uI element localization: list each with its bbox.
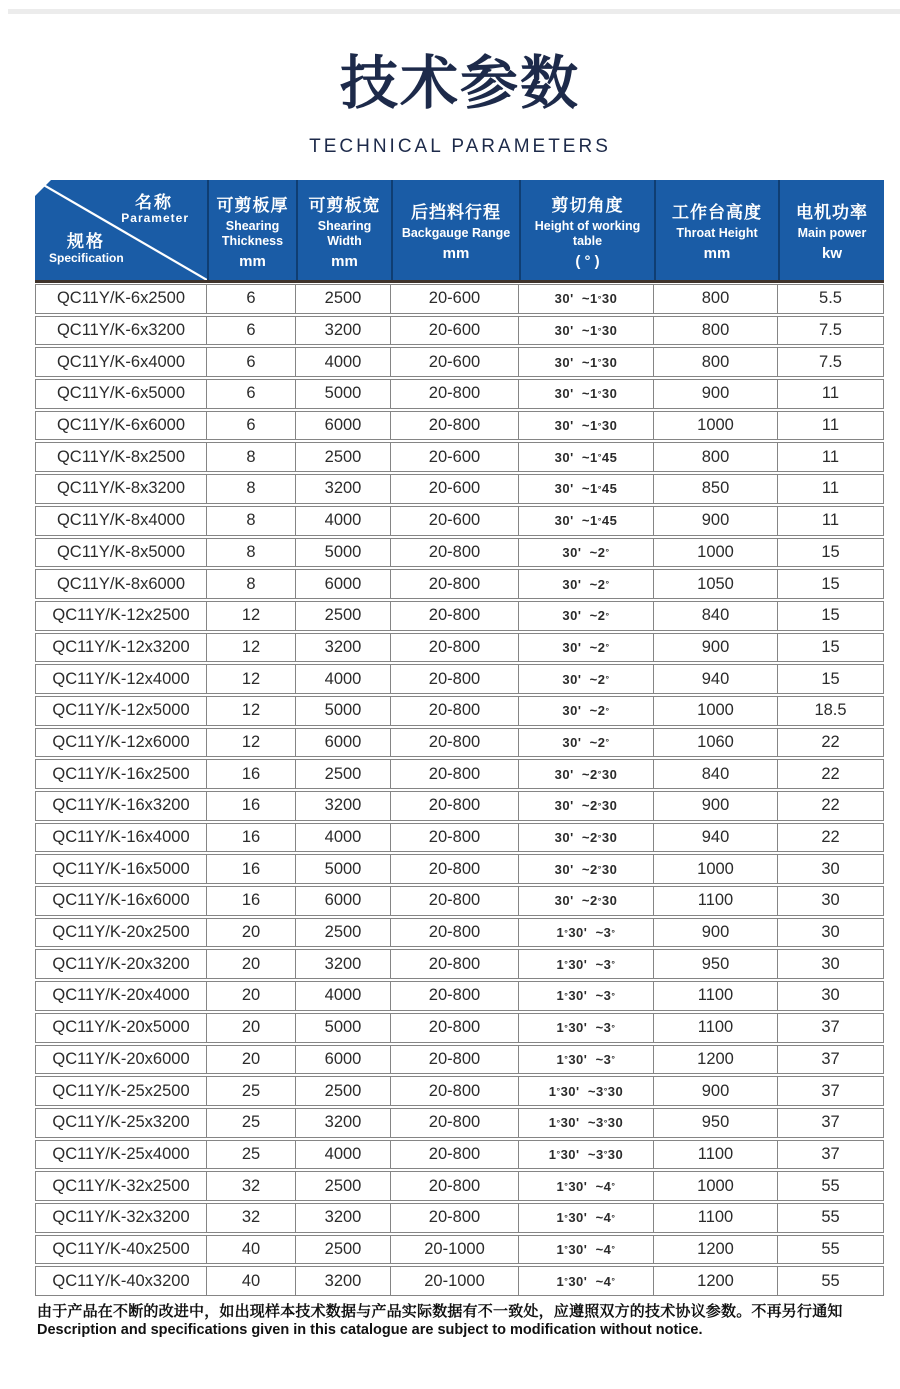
backgauge-cell: 20-800 [391,950,519,978]
spec-cell: QC11Y/K-20x3200 [35,950,207,978]
spec-cell: QC11Y/K-16x2500 [35,760,207,788]
power-cell: 15 [778,634,884,662]
spec-cell: QC11Y/K-32x2500 [35,1172,207,1200]
column-label-en: Shearing Thickness [221,218,284,248]
column-label-en: Height of working table [534,218,641,248]
angle-cell: 1 ° 30' ~3 ° [519,1014,654,1042]
table-row [35,442,884,472]
backgauge-cell: 20-800 [391,760,519,788]
thickness-cell: 16 [207,855,296,883]
throat-height-cell: 900 [654,634,778,662]
column-label-en: Throat Height [676,226,758,240]
width-cell: 6000 [296,1046,391,1074]
power-cell: 11 [778,507,884,535]
spec-cell: QC11Y/K-8x3200 [35,475,207,503]
width-cell: 2500 [296,443,391,471]
spec-cell: QC11Y/K-8x2500 [35,443,207,471]
table-row [35,506,884,536]
table-row [35,316,884,346]
column-header-shearing-width [296,180,391,280]
angle-cell: 30' ~2 ° 30 [519,855,654,883]
thickness-cell: 12 [207,602,296,630]
width-cell: 5000 [296,1014,391,1042]
throat-height-cell: 1100 [654,982,778,1010]
width-cell: 5000 [296,697,391,725]
spec-cell: QC11Y/K-25x3200 [35,1109,207,1137]
table-row [35,1076,884,1106]
thickness-cell: 16 [207,792,296,820]
spec-cell: QC11Y/K-12x3200 [35,634,207,662]
backgauge-cell: 20-1000 [391,1267,519,1295]
throat-height-cell: 900 [654,380,778,408]
table-row [35,918,884,948]
disclaimer-zh: 由于产品在不断的改进中，如出现样本技术数据与产品实际数据有不一致处，应遵照双方的技术协议参数。不再另行通知 [37,1303,843,1320]
power-cell: 37 [778,1046,884,1074]
backgauge-cell: 20-800 [391,824,519,852]
thickness-cell: 8 [207,443,296,471]
power-cell: 11 [778,475,884,503]
spec-cell: QC11Y/K-6x3200 [35,317,207,345]
spec-cell: QC11Y/K-6x4000 [35,348,207,376]
throat-height-cell: 900 [654,792,778,820]
spec-cell: QC11Y/K-16x3200 [35,792,207,820]
angle-cell: 30' ~1 ° 30 [519,285,654,313]
disclaimer-footer [37,1300,887,1338]
angle-cell: 30' ~2 ° [519,665,654,693]
angle-cell: 1 ° 30' ~4 ° [519,1172,654,1200]
throat-height-cell: 800 [654,348,778,376]
angle-cell: 30' ~1 ° 45 [519,443,654,471]
corner-header-cell [35,180,207,280]
table-row [35,886,884,916]
backgauge-cell: 20-800 [391,1077,519,1105]
throat-height-cell: 900 [654,1077,778,1105]
throat-height-cell: 1060 [654,729,778,757]
power-cell: 55 [778,1267,884,1295]
column-unit: mm [442,245,470,262]
width-cell: 4000 [296,1141,391,1169]
column-unit: mm [703,245,731,262]
table-body [35,284,884,1296]
power-cell: 37 [778,1014,884,1042]
throat-height-cell: 1200 [654,1267,778,1295]
power-cell: 7.5 [778,348,884,376]
power-cell: 37 [778,1077,884,1105]
corner-specification-label-en: Specification [49,251,124,265]
spec-cell: QC11Y/K-16x6000 [35,887,207,915]
thickness-cell: 6 [207,380,296,408]
throat-height-cell: 940 [654,824,778,852]
backgauge-cell: 20-600 [391,475,519,503]
backgauge-cell: 20-800 [391,1046,519,1074]
column-label-en: Backgauge Range [401,226,511,240]
table-row [35,664,884,694]
backgauge-cell: 20-800 [391,412,519,440]
power-cell: 18.5 [778,697,884,725]
table-row [35,759,884,789]
angle-cell: 30' ~1 ° 30 [519,348,654,376]
corner-specification-label-zh: 规格 [67,232,105,251]
corner-parameter-label-en: Parameter [121,211,189,225]
power-cell: 37 [778,1141,884,1169]
angle-cell: 30' ~2 ° [519,697,654,725]
angle-cell: 30' ~2 ° [519,539,654,567]
throat-height-cell: 950 [654,1109,778,1137]
spec-cell: QC11Y/K-8x6000 [35,570,207,598]
thickness-cell: 40 [207,1267,296,1295]
table-row [35,284,884,314]
angle-cell: 1 ° 30' ~3 ° [519,1046,654,1074]
thickness-cell: 16 [207,887,296,915]
diagonal-divider-icon [35,180,207,280]
table-row [35,1203,884,1233]
width-cell: 4000 [296,348,391,376]
column-header-height-of-working-table [519,180,654,280]
angle-cell: 30' ~1 ° 30 [519,317,654,345]
thickness-cell: 8 [207,475,296,503]
width-cell: 5000 [296,855,391,883]
thickness-cell: 6 [207,412,296,440]
throat-height-cell: 1000 [654,855,778,883]
throat-height-cell: 1100 [654,1014,778,1042]
angle-cell: 1 ° 30' ~3 ° [519,982,654,1010]
thickness-cell: 20 [207,982,296,1010]
disclaimer-en: Description and specifications given in this catalogue are subject to modification without notice. [37,1322,703,1338]
thickness-cell: 20 [207,919,296,947]
thickness-cell: 32 [207,1204,296,1232]
angle-cell: 30' ~2 ° 30 [519,760,654,788]
backgauge-cell: 20-600 [391,443,519,471]
width-cell: 3200 [296,317,391,345]
table-row [35,1013,884,1043]
backgauge-cell: 20-800 [391,1204,519,1232]
angle-cell: 1 ° 30' ~3 ° [519,919,654,947]
backgauge-cell: 20-800 [391,634,519,662]
column-header-backgauge-range [391,180,519,280]
throat-height-cell: 840 [654,602,778,630]
table-row [35,347,884,377]
column-label-zh: 剪切角度 [551,195,624,215]
table-row [35,379,884,409]
width-cell: 4000 [296,982,391,1010]
throat-height-cell: 1000 [654,412,778,440]
width-cell: 3200 [296,1109,391,1137]
power-cell: 15 [778,602,884,630]
angle-cell: 30' ~2 ° 30 [519,824,654,852]
column-label-zh: 后挡料行程 [411,203,501,222]
column-header-shearing-thickness [207,180,296,280]
angle-cell: 30' ~1 ° 45 [519,507,654,535]
spec-cell: QC11Y/K-16x5000 [35,855,207,883]
backgauge-cell: 20-600 [391,285,519,313]
angle-cell: 30' ~1 ° 30 [519,412,654,440]
column-label-zh: 可剪板宽 [308,195,381,215]
table-row [35,696,884,726]
spec-cell: QC11Y/K-12x4000 [35,665,207,693]
throat-height-cell: 1000 [654,697,778,725]
power-cell: 22 [778,760,884,788]
column-label-zh: 可剪板厚 [216,195,289,215]
corner-parameter-label-zh: 名称 [135,193,173,212]
table-row [35,1171,884,1201]
table-row [35,1045,884,1075]
thickness-cell: 8 [207,507,296,535]
throat-height-cell: 800 [654,285,778,313]
power-cell: 55 [778,1172,884,1200]
width-cell: 3200 [296,1204,391,1232]
thickness-cell: 8 [207,539,296,567]
spec-cell: QC11Y/K-40x2500 [35,1236,207,1264]
power-cell: 7.5 [778,317,884,345]
backgauge-cell: 20-800 [391,887,519,915]
power-cell: 5.5 [778,285,884,313]
power-cell: 22 [778,824,884,852]
width-cell: 2500 [296,1077,391,1105]
throat-height-cell: 1000 [654,539,778,567]
thickness-cell: 25 [207,1141,296,1169]
width-cell: 5000 [296,380,391,408]
power-cell: 11 [778,443,884,471]
width-cell: 6000 [296,729,391,757]
angle-cell: 30' ~1 ° 45 [519,475,654,503]
table-row [35,791,884,821]
backgauge-cell: 20-800 [391,1172,519,1200]
spec-cell: QC11Y/K-6x6000 [35,412,207,440]
throat-height-cell: 1050 [654,570,778,598]
table-row [35,633,884,663]
angle-cell: 1 ° 30' ~3 ° [519,950,654,978]
thickness-cell: 20 [207,1046,296,1074]
angle-cell: 30' ~2 ° 30 [519,792,654,820]
power-cell: 30 [778,950,884,978]
width-cell: 3200 [296,634,391,662]
page-subtitle: TECHNICAL PARAMETERS [309,136,611,157]
power-cell: 55 [778,1204,884,1232]
table-row [35,854,884,884]
table-row [35,601,884,631]
column-label-zh: 工作台高度 [672,203,762,222]
width-cell: 3200 [296,792,391,820]
power-cell: 37 [778,1109,884,1137]
backgauge-cell: 20-800 [391,665,519,693]
throat-height-cell: 840 [654,760,778,788]
backgauge-cell: 20-800 [391,1141,519,1169]
power-cell: 11 [778,412,884,440]
power-cell: 15 [778,665,884,693]
angle-cell: 1 ° 30' ~4 ° [519,1204,654,1232]
table-row [35,1266,884,1296]
column-label-zh: 电机功率 [796,203,868,222]
spec-cell: QC11Y/K-8x5000 [35,539,207,567]
thickness-cell: 12 [207,729,296,757]
width-cell: 3200 [296,475,391,503]
thickness-cell: 6 [207,317,296,345]
column-unit: ( ° ) [575,252,600,270]
column-header-throat-height [654,180,778,280]
backgauge-cell: 20-800 [391,1109,519,1137]
spec-cell: QC11Y/K-20x6000 [35,1046,207,1074]
thickness-cell: 25 [207,1109,296,1137]
table-row [35,1235,884,1265]
power-cell: 22 [778,792,884,820]
thickness-cell: 8 [207,570,296,598]
parameters-table [35,180,884,1296]
throat-height-cell: 950 [654,950,778,978]
power-cell: 11 [778,380,884,408]
table-row [35,728,884,758]
angle-cell: 30' ~1 ° 30 [519,380,654,408]
backgauge-cell: 20-800 [391,982,519,1010]
backgauge-cell: 20-800 [391,380,519,408]
power-cell: 30 [778,887,884,915]
spec-cell: QC11Y/K-25x2500 [35,1077,207,1105]
backgauge-cell: 20-600 [391,317,519,345]
backgauge-cell: 20-800 [391,792,519,820]
throat-height-cell: 1000 [654,1172,778,1200]
backgauge-cell: 20-800 [391,602,519,630]
width-cell: 3200 [296,950,391,978]
spec-cell: QC11Y/K-8x4000 [35,507,207,535]
power-cell: 22 [778,729,884,757]
page-title: 技术参数 [339,51,580,116]
power-cell: 55 [778,1236,884,1264]
throat-height-cell: 1100 [654,887,778,915]
width-cell: 5000 [296,539,391,567]
spec-cell: QC11Y/K-25x4000 [35,1141,207,1169]
backgauge-cell: 20-600 [391,507,519,535]
angle-cell: 1 ° 30' ~3 ° 30 [519,1077,654,1105]
width-cell: 2500 [296,1172,391,1200]
table-row [35,823,884,853]
throat-height-cell: 900 [654,507,778,535]
spec-cell: QC11Y/K-40x3200 [35,1267,207,1295]
angle-cell: 1 ° 30' ~4 ° [519,1236,654,1264]
power-cell: 30 [778,919,884,947]
angle-cell: 30' ~2 ° [519,602,654,630]
column-label-en: Shearing Width [317,218,372,248]
backgauge-cell: 20-800 [391,855,519,883]
width-cell: 2500 [296,602,391,630]
table-row [35,411,884,441]
thickness-cell: 12 [207,634,296,662]
backgauge-cell: 20-800 [391,570,519,598]
column-unit: kw [821,245,842,262]
top-divider [8,9,900,14]
angle-cell: 30' ~2 ° [519,729,654,757]
spec-cell: QC11Y/K-16x4000 [35,824,207,852]
column-unit: mm [331,252,358,270]
throat-height-cell: 900 [654,919,778,947]
table-row [35,1140,884,1170]
backgauge-cell: 20-1000 [391,1236,519,1264]
column-label-en: Main power [797,226,867,240]
throat-height-cell: 1200 [654,1236,778,1264]
table-row [35,538,884,568]
width-cell: 2500 [296,919,391,947]
power-cell: 30 [778,855,884,883]
angle-cell: 1 ° 30' ~4 ° [519,1267,654,1295]
thickness-cell: 25 [207,1077,296,1105]
table-row [35,1108,884,1138]
table-row [35,949,884,979]
backgauge-cell: 20-800 [391,729,519,757]
width-cell: 2500 [296,285,391,313]
angle-cell: 30' ~2 ° [519,634,654,662]
throat-height-cell: 1100 [654,1204,778,1232]
spec-cell: QC11Y/K-20x4000 [35,982,207,1010]
width-cell: 3200 [296,1267,391,1295]
spec-cell: QC11Y/K-12x5000 [35,697,207,725]
thickness-cell: 6 [207,348,296,376]
thickness-cell: 12 [207,665,296,693]
throat-height-cell: 940 [654,665,778,693]
width-cell: 4000 [296,665,391,693]
width-cell: 4000 [296,507,391,535]
width-cell: 2500 [296,760,391,788]
thickness-cell: 6 [207,285,296,313]
thickness-cell: 40 [207,1236,296,1264]
title-block [0,36,900,158]
spec-cell: QC11Y/K-6x5000 [35,380,207,408]
thickness-cell: 20 [207,950,296,978]
thickness-cell: 12 [207,697,296,725]
width-cell: 6000 [296,887,391,915]
thickness-cell: 20 [207,1014,296,1042]
width-cell: 4000 [296,824,391,852]
angle-cell: 1 ° 30' ~3 ° 30 [519,1141,654,1169]
spec-cell: QC11Y/K-6x2500 [35,285,207,313]
column-unit: mm [239,252,266,270]
spec-cell: QC11Y/K-20x2500 [35,919,207,947]
table-row [35,569,884,599]
backgauge-cell: 20-800 [391,697,519,725]
angle-cell: 1 ° 30' ~3 ° 30 [519,1109,654,1137]
backgauge-cell: 20-600 [391,348,519,376]
angle-cell: 30' ~2 ° 30 [519,887,654,915]
spec-cell: QC11Y/K-12x6000 [35,729,207,757]
throat-height-cell: 1200 [654,1046,778,1074]
throat-height-cell: 800 [654,443,778,471]
backgauge-cell: 20-800 [391,1014,519,1042]
power-cell: 30 [778,982,884,1010]
table-row [35,981,884,1011]
thickness-cell: 32 [207,1172,296,1200]
spec-cell: QC11Y/K-20x5000 [35,1014,207,1042]
width-cell: 6000 [296,412,391,440]
column-header-main-power [778,180,884,280]
backgauge-cell: 20-800 [391,539,519,567]
table-header-row [35,180,884,283]
backgauge-cell: 20-800 [391,919,519,947]
angle-cell: 30' ~2 ° [519,570,654,598]
power-cell: 15 [778,539,884,567]
table-row [35,474,884,504]
power-cell: 15 [778,570,884,598]
width-cell: 2500 [296,1236,391,1264]
thickness-cell: 16 [207,760,296,788]
spec-cell: QC11Y/K-12x2500 [35,602,207,630]
throat-height-cell: 1100 [654,1141,778,1169]
spec-cell: QC11Y/K-32x3200 [35,1204,207,1232]
width-cell: 6000 [296,570,391,598]
thickness-cell: 16 [207,824,296,852]
throat-height-cell: 800 [654,317,778,345]
throat-height-cell: 850 [654,475,778,503]
